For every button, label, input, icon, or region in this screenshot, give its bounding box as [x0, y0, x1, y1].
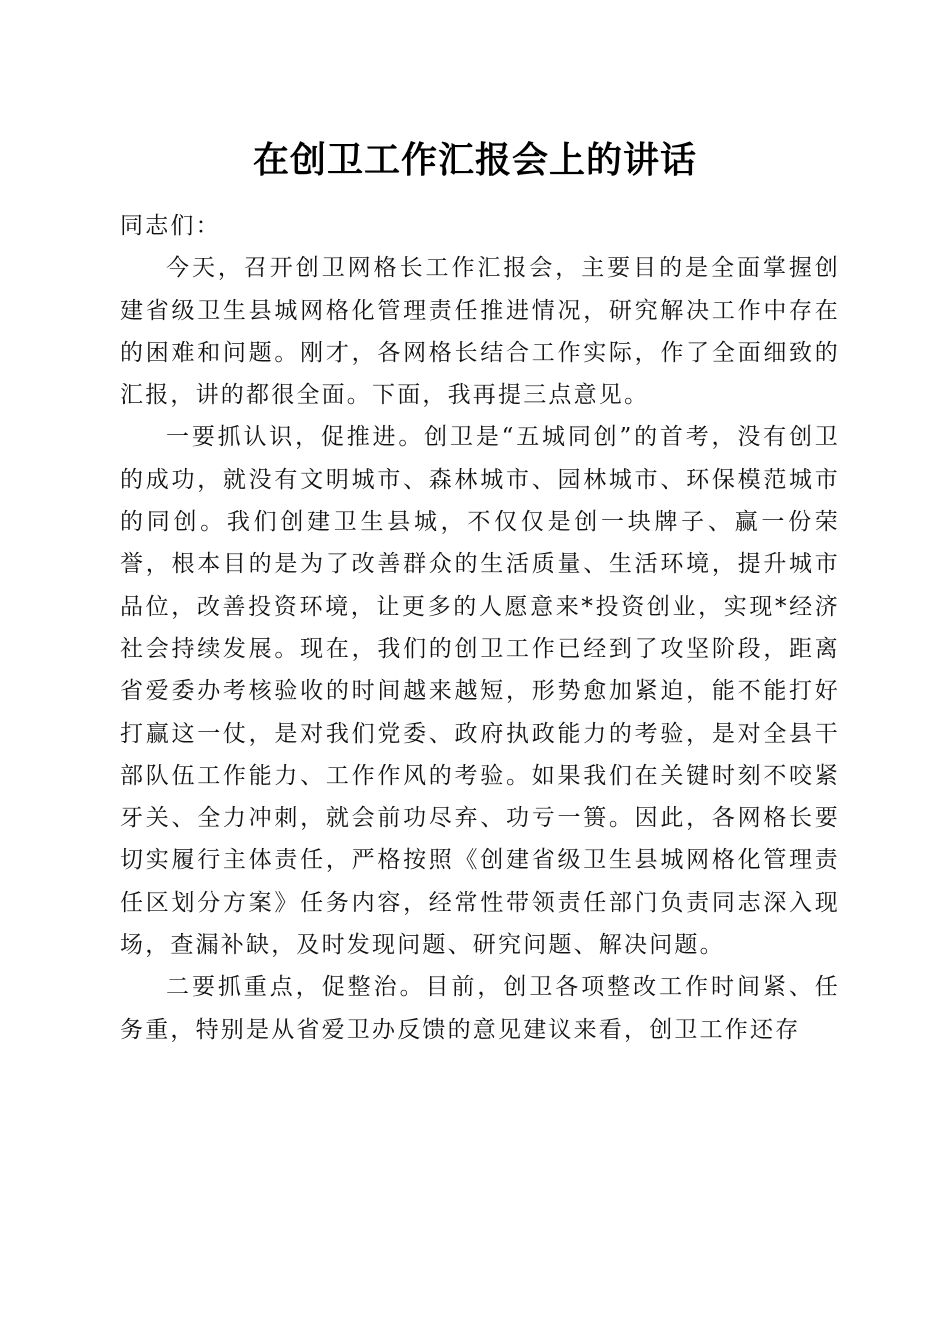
- salutation: 同志们：: [120, 213, 221, 239]
- document-body: [120, 205, 840, 1051]
- paragraph-intro: 今天，召开创卫网格长工作汇报会，主要目的是全面掌握创建省级卫生县城网格化管理责任推进情况，研究解决工作中存在的困难和问题。刚才，各网格长结合工作实际，作了全面细致的汇报，讲的都很全面。下面，我再提三点意见。: [120, 255, 840, 409]
- document-title: 在创卫工作汇报会上的讲话: [252, 139, 697, 181]
- paragraph-point-one: 一要抓认识，促推进。创卫是“五城同创”的首考，没有创卫的成功，就没有文明城市、森林城市、园林城市、环保模范城市的同创。我们创建卫生县城，不仅仅是创一块牌子、赢一份荣誉，根本目的是为了改善群众的生活质量、生活环境，提升城市品位，改善投资环境，让更多的人愿意来*投资创业，实现*经济社会持续发展。现在，我们的创卫工作已经到了攻坚阶段，距离省爱委办考核验收的时间越来越短，形势愈加紧迫，能不能打好打赢这一仗，是对我们党委、政府执政能力的考验，是对全县干部队伍工作能力、工作作风的考验。如果我们在关键时刻不咬紧牙关、全力冲刺，就会前功尽弃、功亏一篑。因此，各网格长要切实履行主体责任，严格按照《创建省级卫生县城网格化管理责任区划分方案》任务内容，经常性带领责任部门负责同志深入现场，查漏补缺，及时发现问题、研究问题、解决问题。: [120, 424, 840, 959]
- paragraph-point-two: 二要抓重点，促整治。目前，创卫各项整改工作时间紧、任务重，特别是从省爱卫办反馈的意见建议来看，创卫工作还存: [120, 974, 840, 1043]
